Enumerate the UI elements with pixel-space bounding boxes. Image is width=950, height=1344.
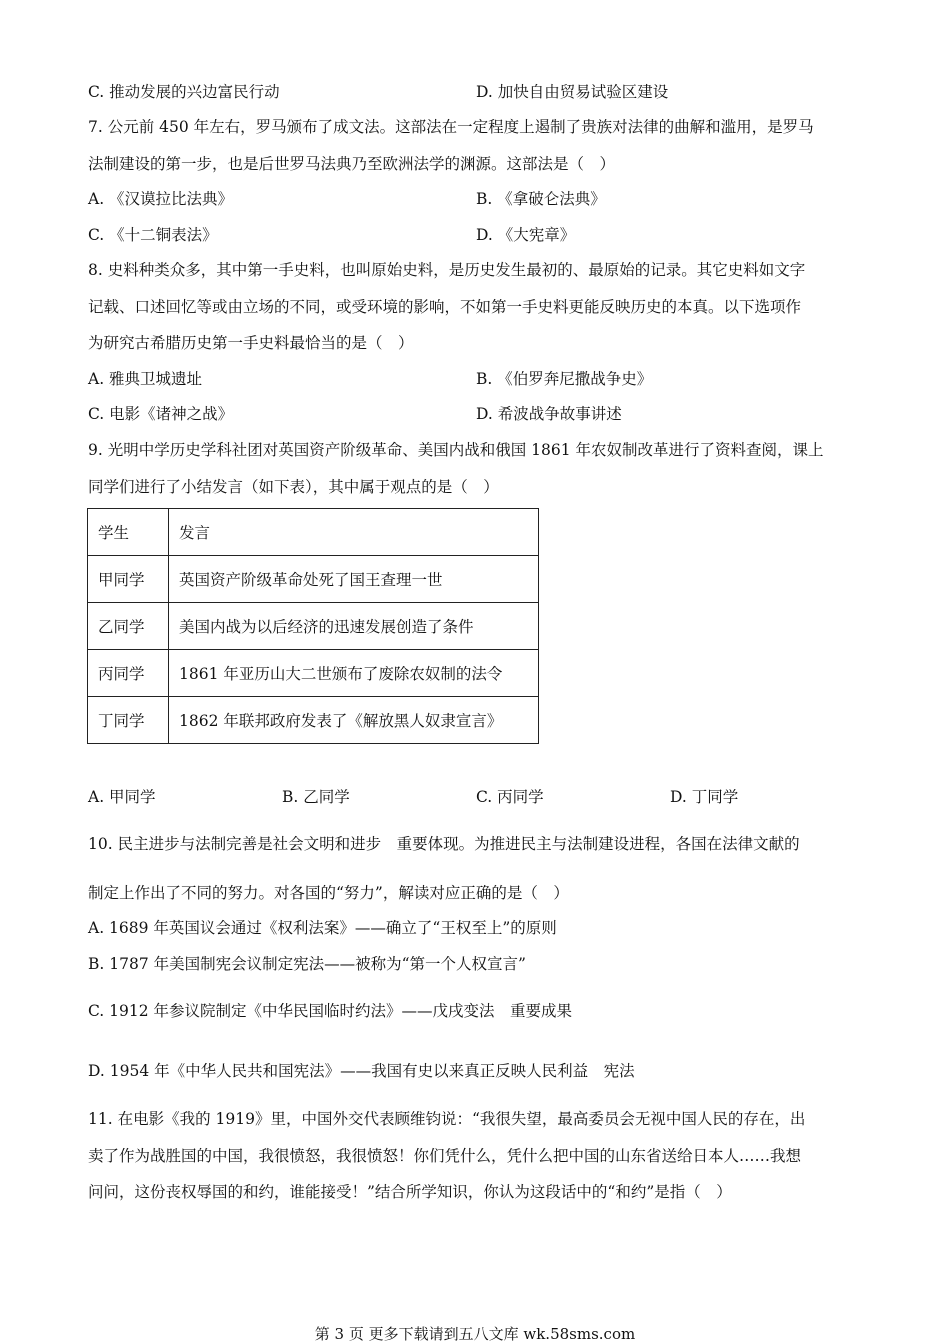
q8-option-a: A. 雅典卫城遗址 [88, 370, 203, 388]
q6-option-c: C. 推动发展的兴边富民行动 [88, 83, 280, 101]
table-cell-student: 丁同学 [88, 697, 169, 744]
table-header-row [88, 509, 539, 556]
q10-option-b: B. 1787 年美国制宪会议制定宪法——被称为“第一个人权宣言” [88, 955, 526, 973]
q9-option-a: A. 甲同学 [88, 788, 156, 806]
q9-option-d: D. 丁同学 [670, 788, 739, 806]
q9-speech-table [87, 508, 539, 744]
table-row [88, 603, 539, 650]
q7-option-c: C. 《十二铜表法》 [88, 226, 218, 244]
table-cell-speech: 1862 年联邦政府发表了《解放黑人奴隶宣言》 [169, 697, 539, 744]
q7-option-d: D. 《大宪章》 [476, 226, 576, 244]
q10-option-d: D. 1954 年《中华人民共和国宪法》——我国有史以来真正反映人民利益 宪法 [88, 1062, 635, 1080]
table-cell-student: 甲同学 [88, 556, 169, 603]
q7-option-a: A. 《汉谟拉比法典》 [88, 190, 234, 208]
q8-option-d: D. 希波战争故事讲述 [476, 405, 622, 423]
table-cell-speech: 美国内战为以后经济的迅速发展创造了条件 [169, 603, 539, 650]
q7-option-b: B. 《拿破仑法典》 [476, 190, 606, 208]
table-row [88, 556, 539, 603]
q9-stem-line-1: 9. 光明中学历史学科社团对英国资产阶级革命、美国内战和俄国 1861 年农奴制改革进行了资料查阅，课上 [88, 441, 824, 459]
q11-stem-line-2: 卖了作为战胜国的中国，我很愤怒，我很愤怒！你们凭什么，凭什么把中国的山东省送给日本人……我想 [88, 1147, 802, 1165]
table-header-student: 学生 [88, 509, 169, 556]
page-footer: 第 3 页 更多下载请到五八文库 wk.58sms.com [314, 1325, 636, 1343]
q8-stem-line-1: 8. 史料种类众多，其中第一手史料，也叫原始史料，是历史发生最初的、最原始的记录。其它史料如文字 [88, 261, 806, 279]
q10-option-c: C. 1912 年参议院制定《中华民国临时约法》——戊戌变法 重要成果 [88, 1002, 573, 1020]
q10-option-a: A. 1689 年英国议会通过《权利法案》——确立了“王权至上”的原则 [88, 919, 557, 937]
table-header-speech: 发言 [169, 509, 539, 556]
table-cell-speech: 英国资产阶级革命处死了国王查理一世 [169, 556, 539, 603]
q8-option-c: C. 电影《诸神之战》 [88, 405, 234, 423]
q9-stem-line-2: 同学们进行了小结发言（如下表），其中属于观点的是（ ） [88, 478, 499, 496]
table-cell-student: 乙同学 [88, 603, 169, 650]
q10-stem-line-1: 10. 民主进步与法制完善是社会文明和进步 重要体现。为推进民主与法制建设进程，各国在法律文献的 [88, 835, 800, 853]
q9-option-c: C. 丙同学 [476, 788, 544, 806]
q11-stem-line-1: 11. 在电影《我的 1919》里，中国外交代表顾维钧说：“我很失望，最高委员会无视中国人民的存在，出 [88, 1110, 806, 1128]
q11-stem-line-3: 问问，这份丧权辱国的和约，谁能接受！”结合所学知识，你认为这段话中的“和约”是指（ ） [88, 1183, 732, 1201]
table-row [88, 650, 539, 697]
table-row [88, 697, 539, 744]
q10-stem-line-2: 制定上作出了不同的努力。对各国的“努力”，解读对应正确的是（ ） [88, 884, 569, 902]
q8-stem-line-2: 记载、口述回忆等或由立场的不同，或受环境的影响，不如第一手史料更能反映历史的本真。以下选项作 [88, 298, 802, 316]
q6-option-d: D. 加快自由贸易试验区建设 [476, 83, 669, 101]
q8-stem-line-3: 为研究古希腊历史第一手史料最恰当的是（ ） [88, 334, 414, 352]
q8-option-b: B. 《伯罗奔尼撒战争史》 [476, 370, 653, 388]
q7-stem-line-2: 法制建设的第一步，也是后世罗马法典乃至欧洲法学的渊源。这部法是（ ） [88, 155, 616, 173]
q7-stem-line-1: 7. 公元前 450 年左右，罗马颁布了成文法。这部法在一定程度上遏制了贵族对法律的曲解和滥用，是罗马 [88, 118, 814, 136]
table-cell-student: 丙同学 [88, 650, 169, 697]
q9-option-b: B. 乙同学 [282, 788, 350, 806]
table-cell-speech: 1861 年亚历山大二世颁布了废除农奴制的法令 [169, 650, 539, 697]
